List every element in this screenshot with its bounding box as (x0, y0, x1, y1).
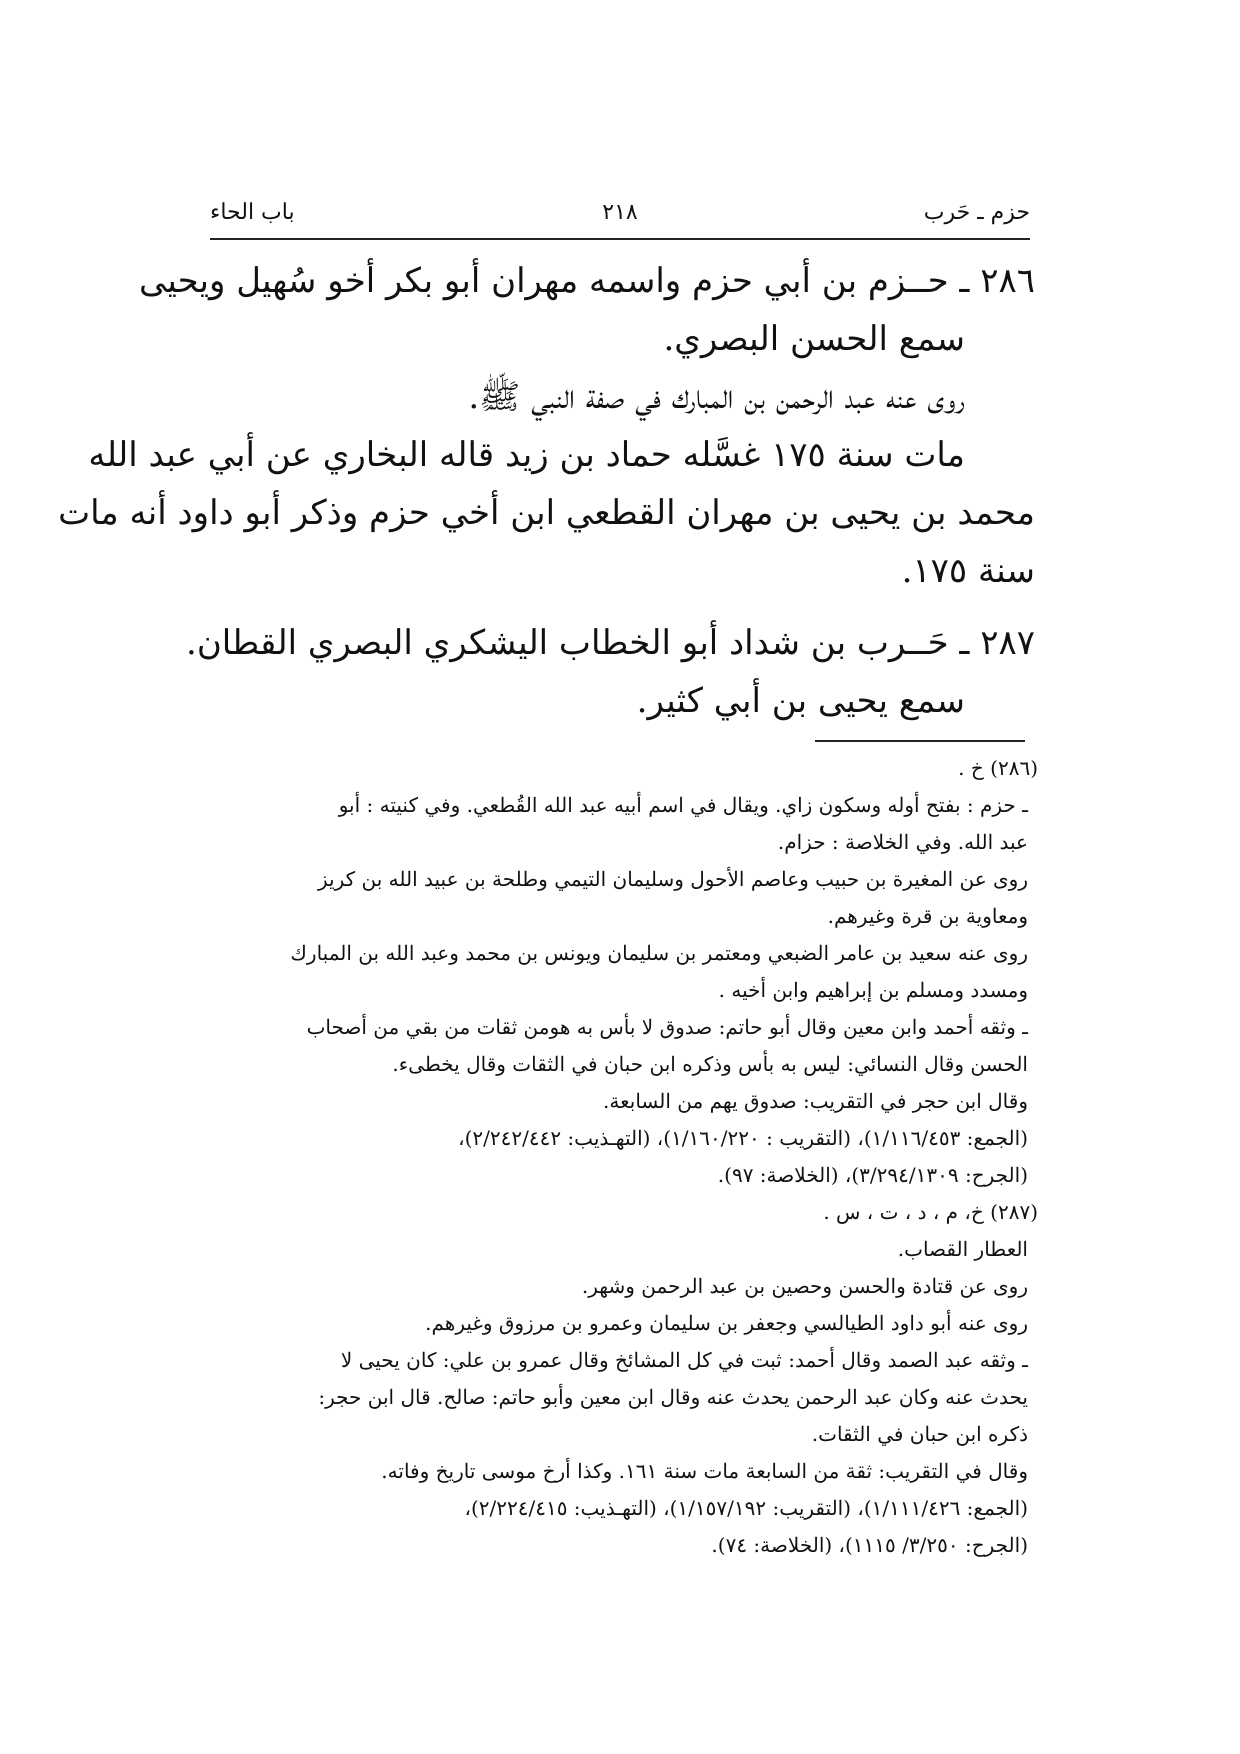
main-text (58, 252, 1035, 730)
footnote-line: ـ وثقه أحمد وابن معين وقال أبو حاتم: صدوق لا بأس به هومن ثقات من بقي من أصحاب (306, 1015, 1028, 1039)
header-rule (210, 238, 1030, 240)
chapter-title: باب الحاء (210, 200, 295, 225)
footnote-citation: (الجرح: ٣/٢٩٤/١٣٠٩)، (الخلاصة: ٩٧). (717, 1163, 1028, 1187)
main-line: محمد بن يحيى بن مهران القطعي ابن أخي حزم وذكر أبو داود أنه مات (58, 493, 1035, 533)
footnote-line: روى عنه أبو داود الطيالسي وجعفر بن سليمان وعمرو بن مرزوق وغيرهم. (425, 1311, 1028, 1335)
footnote-line: روى عن قتادة والحسن وحصين بن عبد الرحمن وشهر. (581, 1274, 1028, 1298)
footnote-line: روى عنه سعيد بن عامر الضبعي ومعتمر بن سليمان ويونس بن محمد وعبد الله بن المبارك (290, 941, 1028, 965)
footnote-line: عبد الله. وفي الخلاصة : حزام. (777, 830, 1028, 854)
footnote-citation: (الجرح: ٣/٢٥٠/ ١١١٥)، (الخلاصة: ٧٤). (711, 1533, 1028, 1557)
main-line: مات سنة ١٧٥ غسَّله حماد بن زيد قاله البخاري عن أبي عبد الله (88, 435, 965, 475)
footnote-citation: (الجمع: ١/١١١/٤٢٦)، (التقريب: ١/١٥٧/١٩٢)، (التهـذيب: ٢/٢٢٤/٤١٥)، (464, 1496, 1028, 1520)
main-line: سنة ١٧٥. (901, 551, 1035, 591)
footnote-line: روى عن المغيرة بن حبيب وعاصم الأحول وسليمان التيمي وطلحة بن عبيد الله بن كريز (317, 867, 1028, 891)
entry-287-heading: ٢٨٧ ـ حَــرب بن شداد أبو الخطاب اليشكري البصري القطان. (186, 623, 1035, 663)
main-line: روى عنه عبد الرحمن بن المبارك في صفة النبي ﷺ. (468, 377, 965, 417)
footnote-citation: (الجمع: ١/١١٦/٤٥٣)، (التقريب : ١/١٦٠/٢٢٠)، (التهـذيب: ٢/٢٤٢/٤٤٢)، (458, 1126, 1028, 1150)
footnotes (208, 750, 1038, 1564)
running-title: حزم ـ حَرب (923, 200, 1030, 225)
footnote-line: يحدث عنه وكان عبد الرحمن يحدث عنه وقال ابن معين وأبو حاتم: صالح. قال ابن حجر: (318, 1385, 1028, 1409)
main-line: سمع يحيى بن أبي كثير. (636, 681, 965, 721)
footnote-line: ومسدد ومسلم بن إبراهيم وابن أخيه . (718, 978, 1028, 1002)
footnote-line: وقال في التقريب: ثقة من السابعة مات سنة ١٦١. وكذا أرخ موسى تاريخ وفاته. (381, 1459, 1028, 1483)
footnote-287-label: (٢٨٧) خ، م ، د ، ت ، س . (823, 1200, 1038, 1224)
page-header (210, 200, 1030, 240)
footnote-line: الحسن وقال النسائي: ليس به بأس وذكره ابن حبان في الثقات وقال يخطىء. (392, 1052, 1028, 1076)
entry-286-heading: ٢٨٦ ـ حــزم بن أبي حزم واسمه مهران أبو بكر أخو سُهيل ويحيى (138, 261, 1035, 301)
footnote-line: ـ وثقه عبد الصمد وقال أحمد: ثبت في كل المشائخ وقال عمرو بن علي: كان يحيى لا (340, 1348, 1028, 1372)
footnote-separator (815, 740, 1025, 742)
page-number: ٢١٨ (602, 200, 638, 225)
main-line: سمع الحسن البصري. (663, 319, 965, 359)
footnote-line: ـ حزم : بفتح أوله وسكون زاي. ويقال في اسم أبيه عبد الله القُطعي. وفي كنيته : أبو (338, 793, 1028, 817)
footnote-line: وقال ابن حجر في التقريب: صدوق يهم من السابعة. (603, 1089, 1028, 1113)
footnote-line: العطار القصاب. (897, 1237, 1028, 1261)
footnote-286-label: (٢٨٦) خ . (958, 756, 1038, 780)
footnote-line: ذكره ابن حبان في الثقات. (811, 1422, 1028, 1446)
footnote-line: ومعاوية بن قرة وغيرهم. (827, 904, 1028, 928)
